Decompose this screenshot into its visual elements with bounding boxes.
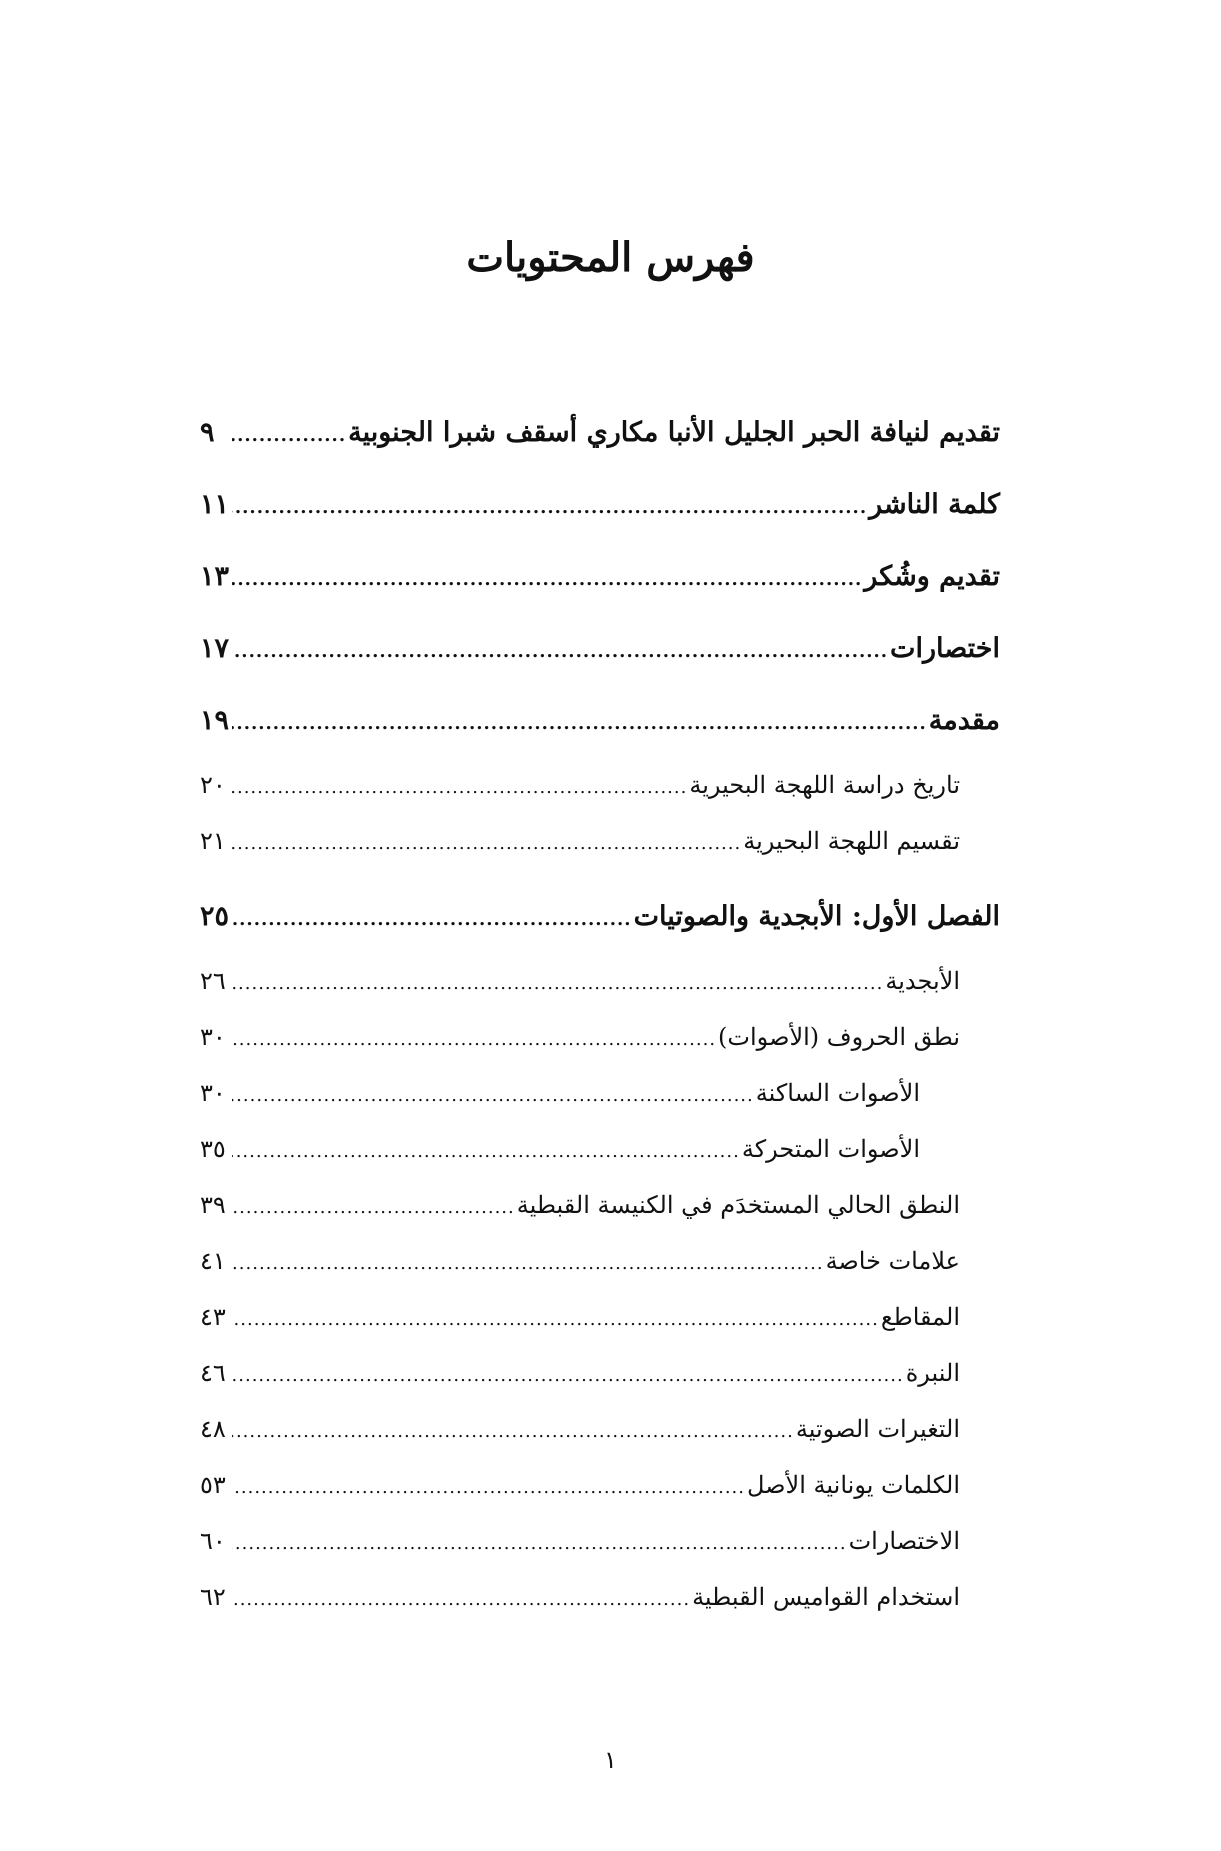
toc-page-number: ١١ — [200, 489, 230, 520]
toc-subentry[interactable] — [200, 1289, 1000, 1345]
toc-subentry[interactable] — [200, 1401, 1000, 1457]
toc-subentry[interactable] — [200, 1569, 1000, 1625]
dot-leader — [232, 1180, 515, 1236]
toc-entry-label: تقسيم اللهجة البحيرية — [743, 827, 960, 855]
toc-subentry[interactable] — [200, 757, 1000, 813]
toc-page-number: ٣٠ — [200, 1079, 226, 1107]
toc-subentry[interactable] — [200, 953, 1000, 1009]
toc-page-number: ٩ — [200, 417, 215, 448]
toc-subentry[interactable] — [200, 1177, 1000, 1233]
toc-page-number: ٣٠ — [200, 1023, 226, 1051]
toc-page-number: ١٧ — [200, 633, 230, 664]
dot-leader — [232, 1068, 754, 1124]
toc-page-number: ٤٣ — [200, 1303, 226, 1331]
dot-leader — [232, 1460, 745, 1516]
dot-leader — [232, 1012, 716, 1068]
toc-page-number: ٣٥ — [200, 1135, 226, 1163]
toc-page-number: ٤٦ — [200, 1359, 226, 1387]
toc-entry-label: الأصوات المتحركة — [741, 1135, 920, 1163]
toc-subsubentry[interactable] — [200, 1065, 1000, 1121]
table-of-contents — [200, 397, 1000, 1625]
toc-entry-label: الكلمات يونانية الأصل — [747, 1471, 960, 1499]
dot-leader — [232, 616, 888, 688]
toc-entry[interactable] — [200, 469, 1000, 541]
dot-leader — [232, 688, 927, 760]
dot-leader — [232, 400, 346, 472]
toc-subentry[interactable] — [200, 1513, 1000, 1569]
toc-page-number: ١٣ — [200, 561, 230, 592]
toc-entry[interactable] — [200, 881, 1000, 953]
toc-entry-label: المقاطع — [880, 1303, 960, 1331]
dot-leader — [232, 1236, 824, 1292]
toc-entry-label: الاختصارات — [848, 1527, 960, 1555]
toc-entry-label: تاريخ دراسة اللهجة البحيرية — [689, 771, 960, 799]
dot-leader — [232, 1572, 690, 1628]
toc-subentry[interactable] — [200, 1345, 1000, 1401]
toc-subentry[interactable] — [200, 1233, 1000, 1289]
dot-leader — [232, 544, 862, 616]
page-title: فهرس المحتويات — [466, 234, 755, 281]
toc-page-number: ٦٢ — [200, 1583, 226, 1611]
dot-leader — [232, 472, 867, 544]
toc-entry-label: تقديم وشُكر — [864, 561, 1000, 592]
toc-page-number: ٢٥ — [200, 901, 230, 932]
page-footer-number: ١ — [604, 1746, 617, 1774]
dot-leader — [232, 884, 632, 956]
toc-page-number: ٥٣ — [200, 1471, 226, 1499]
dot-leader — [232, 1124, 740, 1180]
toc-entry-label: استخدام القواميس القبطية — [692, 1583, 960, 1611]
toc-page-number: ٦٠ — [200, 1527, 226, 1555]
dot-leader — [232, 956, 883, 1012]
toc-entry-label: الأبجدية — [885, 967, 960, 995]
toc-entry-label: مقدمة — [928, 705, 1000, 736]
dot-leader — [232, 816, 741, 872]
dot-leader — [232, 1292, 879, 1348]
dot-leader — [232, 1404, 794, 1460]
toc-entry[interactable] — [200, 541, 1000, 613]
toc-page-number: ٢٦ — [200, 967, 226, 995]
toc-entry-label: الفصل الأول: الأبجدية والصوتيات — [633, 901, 1000, 932]
toc-entry[interactable] — [200, 685, 1000, 757]
dot-leader — [232, 1516, 847, 1572]
toc-page-number: ٣٩ — [200, 1191, 226, 1219]
toc-entry-label: علامات خاصة — [825, 1247, 960, 1275]
dot-leader — [232, 760, 687, 816]
toc-entry-label: التغيرات الصوتية — [795, 1415, 960, 1443]
toc-subentry[interactable] — [200, 1457, 1000, 1513]
toc-page-number: ٢٠ — [200, 771, 226, 799]
toc-subsubentry[interactable] — [200, 1121, 1000, 1177]
toc-entry-label: تقديم لنيافة الحبر الجليل الأنبا مكاري أسقف شبرا الجنوبية — [348, 417, 1000, 448]
toc-entry-label: كلمة الناشر — [869, 489, 1000, 520]
toc-entry-label: اختصارات — [890, 633, 1000, 664]
dot-leader — [232, 1348, 904, 1404]
toc-entry-label: النبرة — [905, 1359, 960, 1387]
toc-subentry[interactable] — [200, 1009, 1000, 1065]
toc-page-number: ٢١ — [200, 827, 226, 855]
toc-page-number: ١٩ — [200, 705, 230, 736]
toc-entry[interactable] — [200, 397, 1000, 469]
toc-entry[interactable] — [200, 613, 1000, 685]
toc-page-number: ٤١ — [200, 1247, 226, 1275]
toc-subentry[interactable] — [200, 813, 1000, 869]
toc-entry-label: نطق الحروف (الأصوات) — [718, 1023, 960, 1051]
toc-entry-label: الأصوات الساكنة — [755, 1079, 920, 1107]
toc-page-number: ٤٨ — [200, 1415, 226, 1443]
toc-entry-label: النطق الحالي المستخدَم في الكنيسة القبطية — [516, 1191, 960, 1219]
